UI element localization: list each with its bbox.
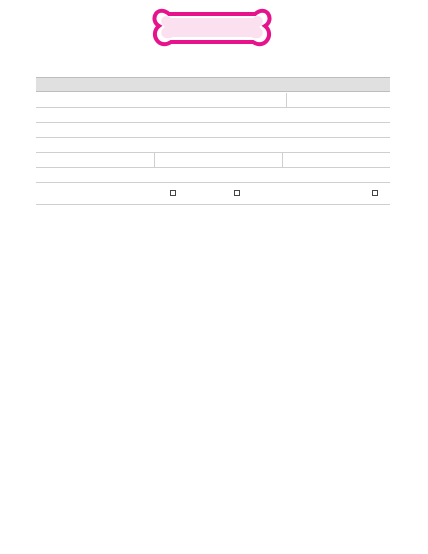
- applicant-row-citizenship: [36, 183, 390, 205]
- authorized-yes-checkbox[interactable]: [372, 190, 378, 196]
- applicant-section-header: [36, 77, 390, 92]
- applicant-row-position: [36, 168, 390, 183]
- citizen-yes-checkbox[interactable]: [170, 190, 176, 196]
- applicant-row-availability: [36, 153, 390, 168]
- divider: [282, 153, 283, 167]
- applicant-row-street: [36, 108, 390, 123]
- applicant-heading: [38, 79, 40, 91]
- divider: [286, 93, 287, 107]
- applicant-row-city: [36, 123, 390, 138]
- applicant-row-name: [36, 93, 390, 108]
- divider: [154, 153, 155, 167]
- applicant-row-phone: [36, 138, 390, 153]
- company-logo: [147, 2, 277, 62]
- citizen-no-checkbox[interactable]: [234, 190, 240, 196]
